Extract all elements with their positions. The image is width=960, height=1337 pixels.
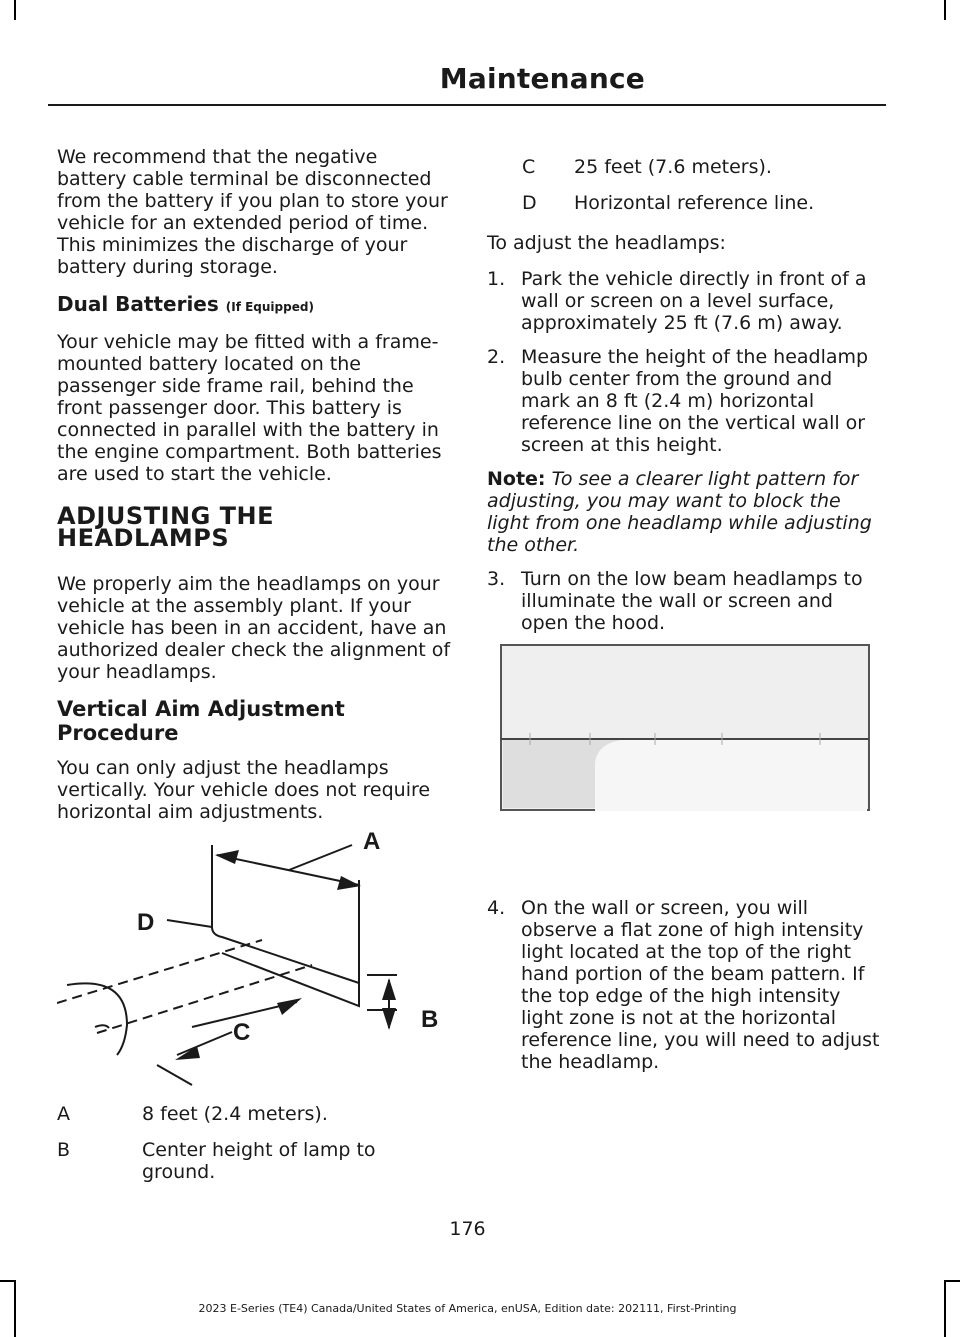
battery-storage-paragraph: We recommend that the negative battery cable terminal be disconnected from the battery if you plan to store your vehicle for an extended period of time. This minimizes the discharge of your battery during storage. — [57, 146, 448, 278]
headlamps-intro-paragraph: We properly aim the headlamps on your vehicle at the assembly plant. If your vehicle has been in an accident, have an authorized dealer check the alignment of your headlamps. — [57, 573, 451, 683]
label-d: D — [137, 909, 155, 936]
to-adjust-intro: To adjust the headlamps: — [487, 232, 726, 254]
wall-outline — [212, 927, 359, 1006]
step-4-block — [487, 897, 885, 1085]
vertical-aim-paragraph: You can only adjust the headlamps vertically. Your vehicle does not require horizontal aim adjustments. — [57, 757, 431, 823]
distance-c-base — [157, 1065, 192, 1085]
legend-item — [57, 1103, 452, 1125]
step-number: 4. — [487, 897, 506, 919]
page-number: 176 — [449, 1218, 486, 1240]
arrow-c-up — [277, 998, 302, 1015]
crop-mark — [944, 1280, 946, 1337]
legend-item — [57, 1139, 452, 1183]
legend-key: A — [57, 1103, 70, 1125]
section-heading: ADJUSTING THE HEADLAMPS — [57, 502, 274, 552]
legend-key: C — [522, 156, 536, 178]
vertical-aim-heading: Vertical Aim Adjustment Procedure — [57, 697, 345, 745]
distance-c-arrow-line — [177, 1032, 232, 1055]
step-text: On the wall or screen, you will observe a flat zone of high intensity light located at the top of the right hand portion of the beam pattern. If the top edge of the high intensity light zone is not at the horizontal reference line, you will need to adjust the headlamp. — [521, 897, 880, 1073]
legend-key: D — [522, 192, 537, 214]
legend-text: 25 feet (7.6 meters). — [574, 156, 772, 178]
legend-text: Horizontal reference line. — [574, 192, 815, 214]
header-divider — [48, 104, 886, 106]
arrow-a-left — [215, 850, 239, 864]
step-text: Turn on the low beam headlamps to illuminate the wall or screen and open the hood. — [521, 568, 863, 634]
dual-batteries-heading — [57, 292, 452, 319]
page-title: Maintenance — [439, 62, 645, 95]
if-equipped-label: (If Equipped) — [225, 300, 314, 314]
label-d-leader — [167, 920, 212, 927]
step-text: Park the vehicle directly in front of a wall or screen on a level surface, approximately 25 ft (7.6 m) away. — [521, 268, 867, 334]
arrow-a-right — [337, 876, 361, 890]
step-item — [487, 897, 885, 1073]
left-column — [57, 146, 452, 837]
legend-text: 8 feet (2.4 meters). — [142, 1103, 328, 1125]
legend-item — [487, 156, 885, 178]
dual-batteries-title: Dual Batteries — [57, 292, 219, 316]
vehicle-detail — [95, 1025, 109, 1028]
step-item — [487, 346, 885, 456]
footer-edition-text: 2023 E-Series (TE4) Canada/United States of America, enUSA, Edition date: 202111, First-Printing — [198, 1302, 737, 1315]
step-number: 3. — [487, 568, 506, 590]
label-a: A — [363, 828, 381, 855]
legend-item — [487, 192, 885, 214]
legend-key: B — [57, 1139, 71, 1161]
note — [487, 468, 885, 556]
step-item — [487, 268, 885, 334]
distance-a-leader — [289, 845, 352, 870]
label-c: C — [233, 1019, 251, 1046]
dual-batteries-paragraph: Your vehicle may be fitted with a frame-mounted battery located on the passenger side frame rail, behind the front passenger door. This battery is connected in parallel with the battery in the engine compartment. Both batteries are used to start the vehicle. — [57, 331, 442, 485]
note-label: Note: — [487, 468, 546, 490]
crop-mark — [14, 0, 16, 20]
legend-text: Center height of lamp to ground. — [142, 1139, 376, 1183]
beam-line-upper — [57, 940, 262, 1003]
headlamp-aim-diagram — [57, 820, 452, 1090]
crop-mark — [944, 0, 946, 20]
arrow-b-down — [382, 1008, 396, 1030]
label-b: B — [421, 1006, 439, 1033]
step-number: 2. — [487, 346, 506, 368]
arrow-b-up — [382, 978, 396, 1000]
figure-legend-left — [57, 1103, 452, 1197]
arrow-c-down — [175, 1046, 200, 1060]
step-item — [487, 568, 885, 634]
beam-pattern-figure — [500, 641, 874, 815]
step-text: Measure the height of the headlamp bulb center from the ground and mark an 8 ft (2.4 m) horizontal reference line on the vertical wall or screen at this height. — [521, 346, 869, 456]
note-text: To see a clearer light pattern for adjusting, you may want to block the light from one headlamp while adjusting the other. — [487, 468, 872, 556]
vehicle-outline — [67, 983, 127, 1055]
crop-mark — [946, 1280, 960, 1282]
right-column — [487, 156, 885, 646]
crop-mark — [0, 1280, 14, 1282]
step-number: 1. — [487, 268, 506, 290]
high-intensity-zone — [595, 739, 867, 811]
